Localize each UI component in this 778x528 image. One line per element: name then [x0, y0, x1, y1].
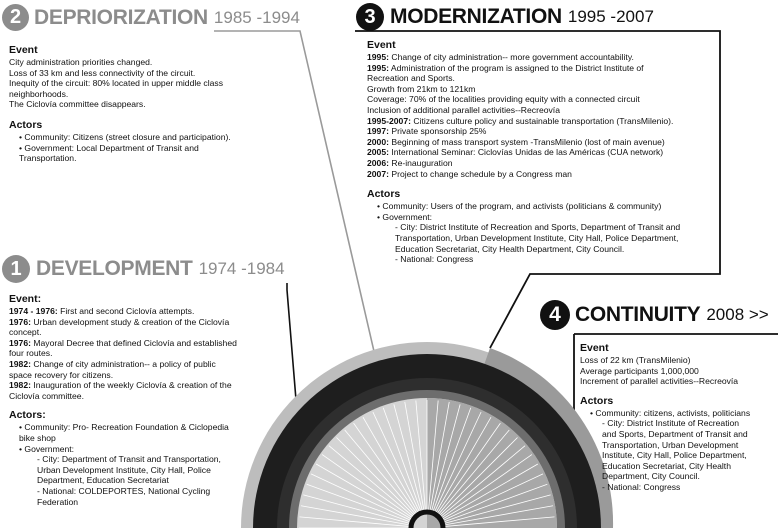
p3-event-year: 1995:: [367, 52, 389, 62]
p3-actor-text: Education Secretariat, City Health Department, City Council.: [395, 243, 625, 254]
p3-event-line: [367, 84, 717, 95]
development-actors: [9, 422, 294, 507]
p1-actor-line: [9, 465, 294, 476]
continuity-actors: [580, 408, 775, 493]
continuity-years: 2008 >>: [706, 305, 769, 324]
p1-actor-text: bike shop: [19, 432, 56, 443]
p1-actor-line: [9, 454, 294, 465]
continuity-title: CONTINUITY: [575, 303, 701, 326]
p3-actor-text: • Government:: [377, 211, 433, 222]
p2-event-line: [9, 68, 299, 79]
p4-actor-line: [580, 461, 775, 472]
continuity-event-label: Event: [580, 342, 609, 354]
p1-actor-line: [9, 444, 294, 455]
p3-actor-text: - City: District Institute of Recreation and Sports, Department of Transit and: [395, 222, 681, 233]
development-header: [2, 255, 285, 283]
modernization-header: [356, 3, 654, 31]
continuity-panel: [580, 336, 775, 493]
p2-event-line: [9, 89, 299, 100]
p4-actor-line: [580, 408, 775, 419]
p4-event-text: Average participants 1,000,000: [580, 365, 699, 376]
deprioritization-title: DEPRIORIZATION: [34, 5, 208, 29]
modernization-panel: [367, 33, 717, 265]
p4-actor-text: • Community: citizens, activists, politicians: [590, 407, 751, 418]
p4-event-text: Increment of parallel activities--Recreovía: [580, 376, 739, 387]
p1-event-text: Urban development study & creation of the Ciclovía: [30, 316, 230, 327]
p3-event-year: 1997:: [367, 126, 389, 137]
p1-actor-text: - City: Department of Transit and Transportation,: [37, 454, 221, 465]
p3-actor-line: [367, 212, 717, 223]
p1-event-year: 1982:: [9, 358, 31, 369]
p3-event-line: [367, 147, 717, 158]
p4-actor-text: - City: District Institute of Recreation: [602, 418, 740, 429]
p4-actor-line: [580, 418, 775, 429]
p3-event-year: 2007:: [367, 168, 389, 179]
p2-event-line: [9, 78, 299, 89]
p3-event-text: Change of city administration-- more government accountability.: [388, 52, 634, 62]
p1-event-text: First and second Ciclovía attempts.: [57, 306, 195, 316]
modernization-events: [367, 52, 717, 179]
p3-event-line: [367, 94, 717, 105]
p1-actor-text: - National: COLDEPORTES, National Cycling: [37, 485, 211, 496]
p2-actor-line: [9, 132, 299, 143]
p3-event-year: 2006:: [367, 157, 389, 168]
p3-actor-line: [367, 244, 717, 255]
p1-event-line: [9, 348, 294, 359]
p3-event-text: Inclusion of additional parallel activities--Recreovía: [367, 104, 560, 115]
development-years: 1974 -1984: [198, 259, 285, 278]
p1-event-year: 1976:: [9, 316, 31, 327]
p4-actor-line: [580, 471, 775, 482]
deprioritization-panel: [9, 38, 299, 164]
p2-event-text: The Ciclovía committee disappears.: [9, 99, 146, 110]
p1-event-text: Change of city administration-- a policy of public: [30, 358, 216, 369]
p1-event-text: space recovery for citizens.: [9, 369, 114, 380]
p3-event-text: Beginning of mass transport system -TransMilenio (lost of main avenue): [388, 136, 665, 147]
p3-event-line: [367, 52, 717, 63]
modernization-event-label: Event: [367, 39, 396, 51]
p2-event-text: City administration priorities changed.: [9, 57, 153, 67]
p2-actor-text: • Community: Citizens (street closure and participation).: [19, 131, 231, 142]
p4-actor-line: [580, 429, 775, 440]
p2-event-line: [9, 57, 299, 68]
p4-actor-line: [580, 482, 775, 493]
p3-event-line: [367, 169, 717, 180]
p1-event-text: concept.: [9, 327, 42, 338]
p1-event-year: 1982:: [9, 380, 31, 391]
p1-event-line: [9, 327, 294, 338]
p1-event-text: four routes.: [9, 348, 53, 359]
p1-event-text: Ciclovía committee.: [9, 390, 84, 401]
development-actors-label: Actors:: [9, 409, 46, 422]
p1-event-line: [9, 338, 294, 349]
p2-event-line: [9, 99, 299, 110]
p1-event-line: [9, 380, 294, 391]
p3-actor-text: • Community: Users of the program, and activists (politicians & community): [377, 201, 662, 212]
p3-event-line: [367, 158, 717, 169]
p3-event-line: [367, 126, 717, 137]
p3-actor-text: - National: Congress: [395, 254, 474, 265]
p4-actor-text: Transportation, Urban Development: [602, 439, 739, 450]
modernization-actors-label: Actors: [367, 188, 401, 201]
p3-event-text: Growth from 21km to 121km: [367, 83, 476, 94]
p3-actor-line: [367, 222, 717, 233]
bicycle-wheel: [241, 342, 613, 528]
p2-actor-text: • Government: Local Department of Transit and: [19, 142, 199, 153]
p3-actor-line: [367, 201, 717, 212]
continuity-number-badge: 4: [540, 300, 570, 330]
p1-actor-text: Department, Education Secretariat: [37, 475, 169, 486]
p2-actor-line: [9, 153, 299, 164]
p1-actor-line: [9, 475, 294, 486]
p1-event-line: [9, 391, 294, 402]
p4-event-line: [580, 355, 775, 366]
p3-event-text: Citizens culture policy and sustainable transportation (TransMilenio).: [410, 115, 674, 126]
p4-actor-line: [580, 440, 775, 451]
deprioritization-actors: [9, 132, 299, 164]
p3-event-text: International Seminar: Ciclovías Unidas de las Américas (CUA network): [388, 147, 664, 158]
p1-event-line: [9, 359, 294, 370]
p3-event-year: 1995:: [367, 62, 389, 73]
p1-event-line: [9, 317, 294, 328]
deprioritization-event-label: Event: [9, 44, 38, 56]
p1-actor-line: [9, 497, 294, 508]
p2-event-text: Loss of 33 km and less connectivity of the circuit.: [9, 67, 196, 78]
p4-actor-text: and Sports, Department of Transit and: [602, 428, 748, 439]
modernization-number-badge: 3: [356, 3, 384, 31]
p1-event-line: [9, 370, 294, 381]
p1-actor-text: Federation: [37, 496, 79, 507]
p3-event-line: [367, 137, 717, 148]
p2-event-text: neighborhoods.: [9, 88, 69, 99]
p3-actor-line: [367, 233, 717, 244]
p3-event-year: 2005:: [367, 147, 389, 158]
p3-actor-line: [367, 254, 717, 265]
p1-event-text: Inauguration of the weekly Ciclovía & creation of the: [30, 380, 232, 391]
p2-actor-text: Transportation.: [19, 153, 77, 164]
p3-event-line: [367, 116, 717, 127]
deprioritization-number-badge: 2: [2, 4, 29, 31]
p4-actor-text: Department, City Council.: [602, 471, 700, 482]
deprioritization-years: 1985 -1994: [213, 7, 300, 27]
development-number-badge: 1: [2, 255, 30, 283]
p3-actor-text: Transportation, Urban Development Institute, City Hall, Police Department,: [395, 232, 679, 243]
development-event-label: Event:: [9, 293, 42, 305]
p3-event-line: [367, 105, 717, 116]
p2-actor-line: [9, 143, 299, 154]
p4-event-line: [580, 366, 775, 377]
p3-event-text: Private sponsorship 25%: [388, 126, 487, 137]
p3-event-text: Re-inauguration: [388, 157, 453, 168]
p4-event-line: [580, 376, 775, 387]
p1-event-year: 1976:: [9, 337, 31, 348]
continuity-header: [540, 300, 769, 330]
p3-event-year: 2000:: [367, 136, 389, 147]
p4-actor-text: - National: Congress: [602, 481, 681, 492]
p2-event-text: Inequity of the circuit: 80% located in upper middle class: [9, 78, 224, 89]
deprioritization-events: [9, 57, 299, 110]
development-panel: [9, 287, 294, 507]
deprioritization-header: [2, 4, 300, 31]
development-events: [9, 306, 294, 401]
continuity-events: [580, 355, 775, 387]
p4-actor-line: [580, 450, 775, 461]
p1-actor-line: [9, 422, 294, 433]
modernization-years: 1995 -2007: [567, 7, 654, 26]
p4-event-text: Loss of 22 km (TransMilenio): [580, 355, 691, 365]
p1-actor-line: [9, 433, 294, 444]
p3-event-text: Coverage: 70% of the localities providing equity with a connected circuit: [367, 94, 640, 105]
p4-actor-text: Institute, City Hall, Police Department,: [602, 450, 747, 461]
p1-actor-text: • Community: Pro- Recreation Foundation & Ciclopedia: [19, 422, 229, 433]
p3-event-text: Recreation and Sports.: [367, 73, 455, 84]
deprioritization-actors-label: Actors: [9, 118, 43, 131]
p1-actor-text: Urban Development Institute, City Hall, Police: [37, 464, 211, 475]
p1-event-line: [9, 306, 294, 317]
p1-event-text: Mayoral Decree that defined Ciclovía and established: [30, 337, 237, 348]
p3-event-line: [367, 63, 717, 74]
modernization-title: MODERNIZATION: [390, 5, 562, 28]
p4-actor-text: Education Secretariat, City Health: [602, 460, 731, 471]
p1-actor-text: • Government:: [19, 443, 75, 454]
p3-event-line: [367, 73, 717, 84]
p3-event-text: Project to change schedule by a Congress man: [388, 168, 572, 179]
p1-actor-line: [9, 486, 294, 497]
continuity-actors-label: Actors: [580, 394, 614, 407]
p3-event-year: 1995-2007:: [367, 115, 411, 126]
modernization-actors: [367, 201, 717, 265]
development-title: DEVELOPMENT: [36, 257, 193, 280]
p1-event-year: 1974 - 1976:: [9, 306, 58, 316]
p3-event-text: Administration of the program is assigned to the District Institute of: [388, 62, 644, 73]
